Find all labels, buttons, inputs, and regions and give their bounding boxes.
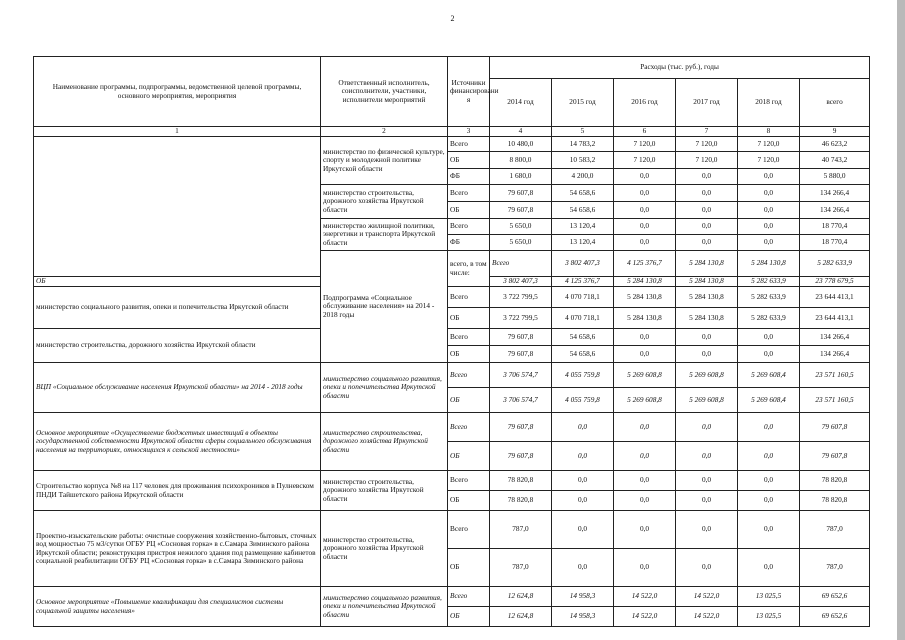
- executor-cell: всего, в том числе:: [448, 251, 490, 287]
- amount-cell: 13 120,4: [552, 235, 614, 251]
- amount-cell: 12 624,8: [490, 587, 552, 607]
- amount-cell: 0,0: [676, 219, 738, 235]
- amount-cell: 0,0: [738, 346, 800, 363]
- amount-cell: 0,0: [738, 549, 800, 587]
- amount-cell: 0,0: [676, 511, 738, 549]
- total-cell: 18 770,4: [800, 235, 870, 251]
- header-year: 2014 год: [490, 79, 552, 127]
- funding-source-cell: Всего: [448, 413, 490, 442]
- amount-cell: 3 706 574,7: [490, 388, 552, 413]
- amount-cell: 7 120,0: [614, 152, 676, 169]
- funding-source-cell: Всего: [448, 137, 490, 152]
- amount-cell: 3 706 574,7: [490, 363, 552, 388]
- table-body: [34, 137, 870, 627]
- amount-cell: 5 282 633,9: [800, 251, 870, 277]
- amount-cell: 0,0: [738, 471, 800, 491]
- amount-cell: 13 025,5: [738, 607, 800, 627]
- funding-source-cell: ОБ: [448, 202, 490, 219]
- amount-cell: 0,0: [614, 219, 676, 235]
- amount-cell: 5 284 130,8: [614, 308, 676, 329]
- amount-cell: 78 820,8: [490, 491, 552, 511]
- column-number: 7: [676, 127, 738, 137]
- total-cell: 78 820,8: [800, 491, 870, 511]
- header-program: Наименование программы, подпрограммы, ведомственной целевой программы, основного мероприятия, мероприятия: [34, 57, 321, 127]
- amount-cell: 0,0: [738, 413, 800, 442]
- amount-cell: 0,0: [614, 202, 676, 219]
- amount-cell: 0,0: [738, 219, 800, 235]
- amount-cell: 5 284 130,8: [676, 277, 738, 287]
- total-cell: 46 623,2: [800, 137, 870, 152]
- column-number: 8: [738, 127, 800, 137]
- amount-cell: 0,0: [738, 491, 800, 511]
- amount-cell: 4 055 759,8: [552, 363, 614, 388]
- total-cell: 69 652,6: [800, 607, 870, 627]
- amount-cell: 5 282 633,9: [738, 277, 800, 287]
- amount-cell: 3 802 407,3: [552, 251, 614, 277]
- amount-cell: 78 820,8: [490, 471, 552, 491]
- funding-source-cell: Всего: [448, 219, 490, 235]
- executor-cell: министерство социального развития, опеки и попечительства Иркутской области: [321, 363, 448, 413]
- amount-cell: 0,0: [614, 511, 676, 549]
- executor-cell: министерство социального развития, опеки и попечительства Иркутской области: [34, 287, 321, 329]
- amount-cell: 0,0: [676, 235, 738, 251]
- funding-source-cell: Всего: [448, 185, 490, 202]
- amount-cell: 0,0: [552, 471, 614, 491]
- amount-cell: 3 722 799,5: [490, 287, 552, 308]
- amount-cell: 5 282 633,9: [738, 308, 800, 329]
- column-number: 4: [490, 127, 552, 137]
- amount-cell: 14 783,2: [552, 137, 614, 152]
- header-source: Источники финансировани я: [448, 57, 490, 127]
- total-cell: 5 880,0: [800, 169, 870, 185]
- amount-cell: 0,0: [738, 235, 800, 251]
- amount-cell: 5 269 608,8: [676, 363, 738, 388]
- funding-source-cell: ОБ: [448, 346, 490, 363]
- amount-cell: 5 650,0: [490, 219, 552, 235]
- executor-cell: министерство строительства, дорожного хозяйства Иркутской области: [321, 511, 448, 587]
- amount-cell: 0,0: [552, 511, 614, 549]
- amount-cell: 787,0: [490, 511, 552, 549]
- amount-cell: 0,0: [738, 329, 800, 346]
- total-cell: 134 266,4: [800, 185, 870, 202]
- amount-cell: 0,0: [614, 329, 676, 346]
- amount-cell: 7 120,0: [676, 137, 738, 152]
- amount-cell: 79 607,8: [490, 202, 552, 219]
- amount-cell: 5 282 633,9: [738, 287, 800, 308]
- amount-cell: 0,0: [738, 442, 800, 471]
- total-cell: 23 571 160,5: [800, 363, 870, 388]
- total-cell: 23 571 160,5: [800, 388, 870, 413]
- amount-cell: 0,0: [676, 202, 738, 219]
- header-year: 2016 год: [614, 79, 676, 127]
- amount-cell: 0,0: [614, 346, 676, 363]
- amount-cell: 7 120,0: [738, 152, 800, 169]
- amount-cell: 0,0: [676, 346, 738, 363]
- amount-cell: 14 522,0: [614, 587, 676, 607]
- funding-source-cell: ОБ: [448, 607, 490, 627]
- header-total: всего: [800, 79, 870, 127]
- amount-cell: 13 120,4: [552, 219, 614, 235]
- funding-source-cell: ОБ: [448, 442, 490, 471]
- table-row: [34, 511, 870, 549]
- financing-table: [33, 56, 870, 627]
- executor-cell: министерство строительства, дорожного хозяйства Иркутской области: [321, 413, 448, 471]
- executor-cell: министерство жилищной политики, энергетики и транспорта Иркутской области: [321, 219, 448, 251]
- amount-cell: 0,0: [614, 185, 676, 202]
- total-cell: 69 652,6: [800, 587, 870, 607]
- funding-source-cell: ОБ: [448, 308, 490, 329]
- amount-cell: 12 624,8: [490, 607, 552, 627]
- total-cell: 134 266,4: [800, 202, 870, 219]
- amount-cell: 54 658,6: [552, 185, 614, 202]
- table-row: [34, 471, 870, 491]
- amount-cell: 5 284 130,8: [676, 308, 738, 329]
- program-name-cell: ВЦП «Социальное обслуживание населения Иркутской области» на 2014 - 2018 годы: [34, 363, 321, 413]
- amount-cell: 79 607,8: [490, 346, 552, 363]
- amount-cell: 5 650,0: [490, 235, 552, 251]
- amount-cell: 54 658,6: [552, 202, 614, 219]
- funding-source-cell: Всего: [448, 287, 490, 308]
- amount-cell: 0,0: [676, 491, 738, 511]
- funding-source-cell: Всего: [448, 587, 490, 607]
- amount-cell: 5 269 608,8: [614, 363, 676, 388]
- funding-source-cell: Всего: [448, 511, 490, 549]
- header-year: 2015 год: [552, 79, 614, 127]
- amount-cell: 14 522,0: [676, 587, 738, 607]
- amount-cell: 5 284 130,8: [738, 251, 800, 277]
- amount-cell: 0,0: [676, 329, 738, 346]
- amount-cell: 5 284 130,8: [614, 277, 676, 287]
- executor-cell: министерство строительства, дорожного хозяйства Иркутской области: [321, 185, 448, 219]
- table-row: [34, 363, 870, 388]
- table-row: [34, 137, 870, 152]
- executor-cell: министерство строительства, дорожного хозяйства Иркутской области: [34, 329, 321, 363]
- amount-cell: 0,0: [738, 511, 800, 549]
- funding-source-cell: Всего: [448, 471, 490, 491]
- amount-cell: 4 125 376,7: [614, 251, 676, 277]
- column-number: 5: [552, 127, 614, 137]
- amount-cell: 79 607,8: [490, 413, 552, 442]
- header-executor: Ответственный исполнитель, соисполнители, участники, исполнители мероприятий: [321, 57, 448, 127]
- amount-cell: 54 658,6: [552, 329, 614, 346]
- amount-cell: 14 958,3: [552, 587, 614, 607]
- amount-cell: 1 680,0: [490, 169, 552, 185]
- total-cell: 134 266,4: [800, 329, 870, 346]
- total-cell: 23 644 413,1: [800, 287, 870, 308]
- column-number: 6: [614, 127, 676, 137]
- amount-cell: 14 522,0: [614, 607, 676, 627]
- program-name-cell: Основное мероприятие «Повышение квалификации для специалистов системы социальной защиты населения»: [34, 587, 321, 627]
- amount-cell: 4 200,0: [552, 169, 614, 185]
- amount-cell: 0,0: [614, 549, 676, 587]
- total-cell: 23 644 413,1: [800, 308, 870, 329]
- amount-cell: 54 658,6: [552, 346, 614, 363]
- amount-cell: 0,0: [676, 413, 738, 442]
- program-name-cell: Проектно-изыскательские работы: очистные сооружения хозяйственно-бытовых, сточных вод мощностью 75 м3/сутки ОГБУ РЦ «Сосновая горка» в с.Самара Зиминского района Иркутской области; реконструкция пристроя нежилого здания под размещение кабинетов социальной реабилитации ОГБУ РЦ «Сосновая горка» в с.Самара Зиминского района: [34, 511, 321, 587]
- total-cell: 18 770,4: [800, 219, 870, 235]
- amount-cell: 3 722 799,5: [490, 308, 552, 329]
- column-number: 3: [448, 127, 490, 137]
- executor-cell: министерство по физической культуре, спорту и молодежной политике Иркутской области: [321, 137, 448, 185]
- amount-cell: 5 284 130,8: [676, 251, 738, 277]
- amount-cell: 0,0: [614, 169, 676, 185]
- funding-source-cell: ОБ: [448, 152, 490, 169]
- executor-cell: министерство социального развития, опеки и попечительства Иркутской области: [321, 587, 448, 627]
- amount-cell: 14 522,0: [676, 607, 738, 627]
- amount-cell: 79 607,8: [490, 442, 552, 471]
- amount-cell: 0,0: [614, 413, 676, 442]
- table-row: [34, 587, 870, 607]
- funding-source-cell: Всего: [490, 251, 552, 277]
- amount-cell: 5 284 130,8: [614, 287, 676, 308]
- total-cell: 23 778 679,5: [800, 277, 870, 287]
- amount-cell: 7 120,0: [738, 137, 800, 152]
- funding-source-cell: ОБ: [34, 277, 321, 287]
- amount-cell: 0,0: [552, 413, 614, 442]
- program-name-cell: [34, 137, 321, 277]
- funding-source-cell: ОБ: [448, 491, 490, 511]
- table-row: [34, 413, 870, 442]
- amount-cell: 0,0: [614, 235, 676, 251]
- amount-cell: 0,0: [676, 471, 738, 491]
- program-name-cell: Подпрограмма «Социальное обслуживание населения» на 2014 - 2018 годы: [321, 251, 448, 363]
- amount-cell: 4 055 759,8: [552, 388, 614, 413]
- amount-cell: 5 269 608,4: [738, 388, 800, 413]
- scan-edge: [897, 0, 905, 640]
- amount-cell: 787,0: [490, 549, 552, 587]
- funding-source-cell: Всего: [448, 329, 490, 346]
- amount-cell: 10 480,0: [490, 137, 552, 152]
- executor-cell: министерство строительства, дорожного хозяйства Иркутской области: [321, 471, 448, 511]
- amount-cell: 3 802 407,3: [490, 277, 552, 287]
- amount-cell: 0,0: [738, 185, 800, 202]
- amount-cell: 0,0: [676, 185, 738, 202]
- header-expenses: Расходы (тыс. руб.), годы: [490, 57, 870, 79]
- amount-cell: 0,0: [552, 442, 614, 471]
- header-year: 2018 год: [738, 79, 800, 127]
- funding-source-cell: ОБ: [448, 388, 490, 413]
- amount-cell: 0,0: [614, 442, 676, 471]
- total-cell: 78 820,8: [800, 471, 870, 491]
- amount-cell: 13 025,5: [738, 587, 800, 607]
- amount-cell: 0,0: [552, 549, 614, 587]
- table-row: [34, 287, 870, 308]
- amount-cell: 4 070 718,1: [552, 308, 614, 329]
- amount-cell: 0,0: [676, 169, 738, 185]
- total-cell: 787,0: [800, 549, 870, 587]
- total-cell: 787,0: [800, 511, 870, 549]
- funding-source-cell: ОБ: [448, 549, 490, 587]
- column-number: 9: [800, 127, 870, 137]
- program-name-cell: Основное мероприятие «Осуществление бюджетных инвестиций в объекты государственной собственности Иркутской области сферы социального обслуживания населения на территориях, относящихся к сельской местности»: [34, 413, 321, 471]
- amount-cell: 0,0: [738, 202, 800, 219]
- table-row: [34, 329, 870, 346]
- amount-cell: 7 120,0: [614, 137, 676, 152]
- amount-cell: 0,0: [738, 169, 800, 185]
- amount-cell: 5 269 608,4: [738, 363, 800, 388]
- amount-cell: 0,0: [552, 491, 614, 511]
- total-cell: 79 607,8: [800, 442, 870, 471]
- total-cell: 134 266,4: [800, 346, 870, 363]
- amount-cell: 7 120,0: [676, 152, 738, 169]
- amount-cell: 0,0: [614, 491, 676, 511]
- column-number: 2: [321, 127, 448, 137]
- amount-cell: 14 958,3: [552, 607, 614, 627]
- amount-cell: 0,0: [614, 471, 676, 491]
- amount-cell: 8 800,0: [490, 152, 552, 169]
- funding-source-cell: ФБ: [448, 235, 490, 251]
- amount-cell: 5 269 608,8: [676, 388, 738, 413]
- amount-cell: 5 269 608,8: [614, 388, 676, 413]
- total-cell: 79 607,8: [800, 413, 870, 442]
- funding-source-cell: ФБ: [448, 169, 490, 185]
- column-number: 1: [34, 127, 321, 137]
- page-number: 2: [450, 14, 455, 23]
- amount-cell: 0,0: [676, 442, 738, 471]
- amount-cell: 79 607,8: [490, 185, 552, 202]
- amount-cell: 10 583,2: [552, 152, 614, 169]
- header-year: 2017 год: [676, 79, 738, 127]
- amount-cell: 4 125 376,7: [552, 277, 614, 287]
- amount-cell: 5 284 130,8: [676, 287, 738, 308]
- total-cell: 40 743,2: [800, 152, 870, 169]
- funding-source-cell: Всего: [448, 363, 490, 388]
- program-name-cell: Строительство корпуса №8 на 117 человек для проживания психохроников в Пулневском ПНДИ Тайшетского района Иркутской области: [34, 471, 321, 511]
- amount-cell: 0,0: [676, 549, 738, 587]
- amount-cell: 4 070 718,1: [552, 287, 614, 308]
- amount-cell: 79 607,8: [490, 329, 552, 346]
